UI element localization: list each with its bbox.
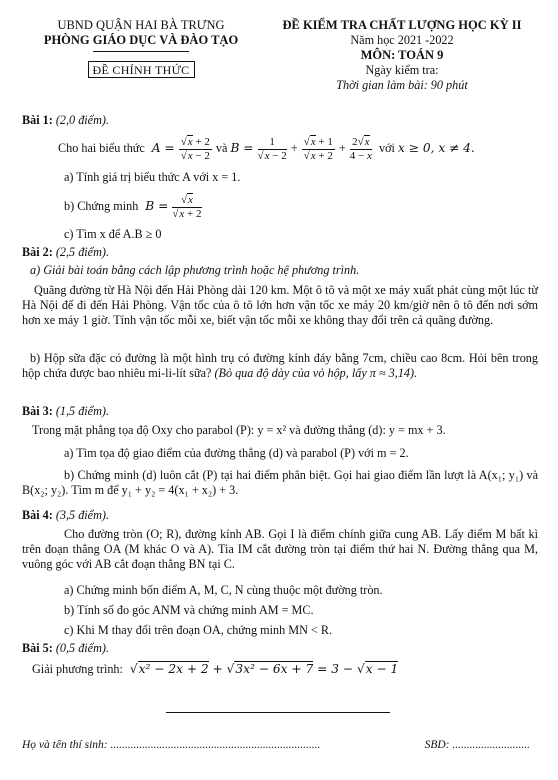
bai1-part-c: c) Tìm x để A.B ≥ 0	[64, 227, 162, 241]
end-divider	[166, 712, 390, 713]
bai1-expressions: Cho hai biểu thức A = $\frac{√x + 2}{√x - 2}$ và B = $\frac{1}{√x - 2}$ + $\frac{√x + 1}{√x + 2}$ + $\frac{2√x}{4 - x}$ với x ≥ 0, x ≠ 4.	[58, 136, 475, 162]
header-right	[268, 18, 536, 93]
bai1-part-a: a) Tính giá trị biểu thức A với x = 1.	[64, 170, 241, 184]
bai3-intro: Trong mặt phẳng tọa độ Oxy cho parabol (P): y = x² và đường thẳng (d): y = mx + 3.	[32, 423, 446, 437]
exam-title: ĐỀ KIỂM TRA CHẤT LƯỢNG HỌC KỲ II	[282, 18, 522, 32]
exam-duration: Thời gian làm bài: 90 phút	[336, 78, 468, 93]
bai3-heading: Bài 3: (1,5 điểm).	[22, 404, 109, 418]
bai2-part-a-text: Quãng đường từ Hà Nội đến Hải Phòng dài 120 km. Một ô tô và một xe máy xuất phát cùng một lúc từ Hà Nội để đi đến Hải Phòng. Vận tốc của ô tô lớn hơn vận tốc xe máy 20 km/giờ nên ô tô đến nơi sớm hơn xe máy 1 giờ. Tính vận tốc mỗi xe, biết vận tốc mỗi xe không thay đổi trên cả quãng đường.	[22, 283, 538, 327]
exam-date: Ngày kiểm tra:	[365, 63, 439, 78]
candidate-number-field: SBD: ...........................	[424, 739, 530, 751]
bai4-part-b: b) Tính số đo góc ANM và chứng minh AM = MC.	[64, 603, 314, 617]
bai2-part-b-text: b) Hộp sữa đặc có đường là một hình trụ có đường kính đáy bằng 7cm, chiều cao 8cm. Hỏi bên trong hộp chứa được bao nhiêu mi-li-lít sữa? (Bỏ qua độ dày của vỏ hộp, lấy π ≈ 3,14).	[22, 351, 538, 380]
bai2-part-a-title: a) Giải bài toán bằng cách lập phương trình hoặc hệ phương trình.	[30, 263, 360, 277]
department-name: PHÒNG GIÁO DỤC VÀ ĐÀO TẠO	[43, 33, 239, 48]
bai2-heading: Bài 2: (2,5 điểm).	[22, 245, 109, 259]
bai1-heading: Bài 1: (2,0 điểm).	[22, 113, 109, 127]
bai4-part-a: a) Chứng minh bốn điểm A, M, C, N cùng thuộc một đường tròn.	[64, 583, 383, 597]
bai5-heading: Bài 5: (0,5 điểm).	[22, 641, 109, 655]
student-name-field: Họ và tên thí sinh: .........................................................................	[22, 739, 321, 751]
bai3-part-a: a) Tìm tọa độ giao điểm của đường thẳng (d) và parabol (P) với m = 2.	[64, 446, 409, 460]
student-info-line	[22, 738, 538, 752]
official-badge: ĐỀ CHÍNH THỨC	[88, 61, 195, 79]
bai4-intro: Cho đường tròn (O; R), đường kính AB. Gọi I là điểm chính giữa cung AB. Lấy điểm M bất kì trên đoạn thẳng OA (M khác O và A). Tia IM cắt đường tròn tại điểm thứ hai N. Đường thẳng qua M, vuông góc với AB cắt đoạn thẳng BN tại C.	[22, 527, 538, 571]
header-divider	[93, 51, 189, 52]
bai4-heading: Bài 4: (3,5 điểm).	[22, 508, 109, 522]
bai3-part-b: b) Chứng minh (d) luôn cắt (P) tại hai điểm phân biệt. Gọi hai giao điểm lần lượt là A(x₁; y₁) và B(x₂; y₂). Tìm m để y₁ + y₂ = 4(x₁ + x₂) + 3.	[22, 468, 538, 497]
authority-name: UBND QUẬN HAI BÀ TRƯNG	[57, 18, 225, 32]
header-left	[22, 18, 260, 78]
subject: MÔN: TOÁN 9	[360, 48, 444, 63]
bai1-part-b: b) Chứng minh B = $\frac{√x}{√x + 2}$	[64, 194, 202, 220]
school-year: Năm học 2021 -2022	[350, 33, 454, 48]
bai4-part-c: c) Khi M thay đổi trên đoạn OA, chứng minh MN < R.	[64, 623, 333, 637]
bai5-equation: Giải phương trình: √x² − 2x + 2 + √3x² − 6x + 7 = 3 − √x − 1	[32, 662, 399, 676]
